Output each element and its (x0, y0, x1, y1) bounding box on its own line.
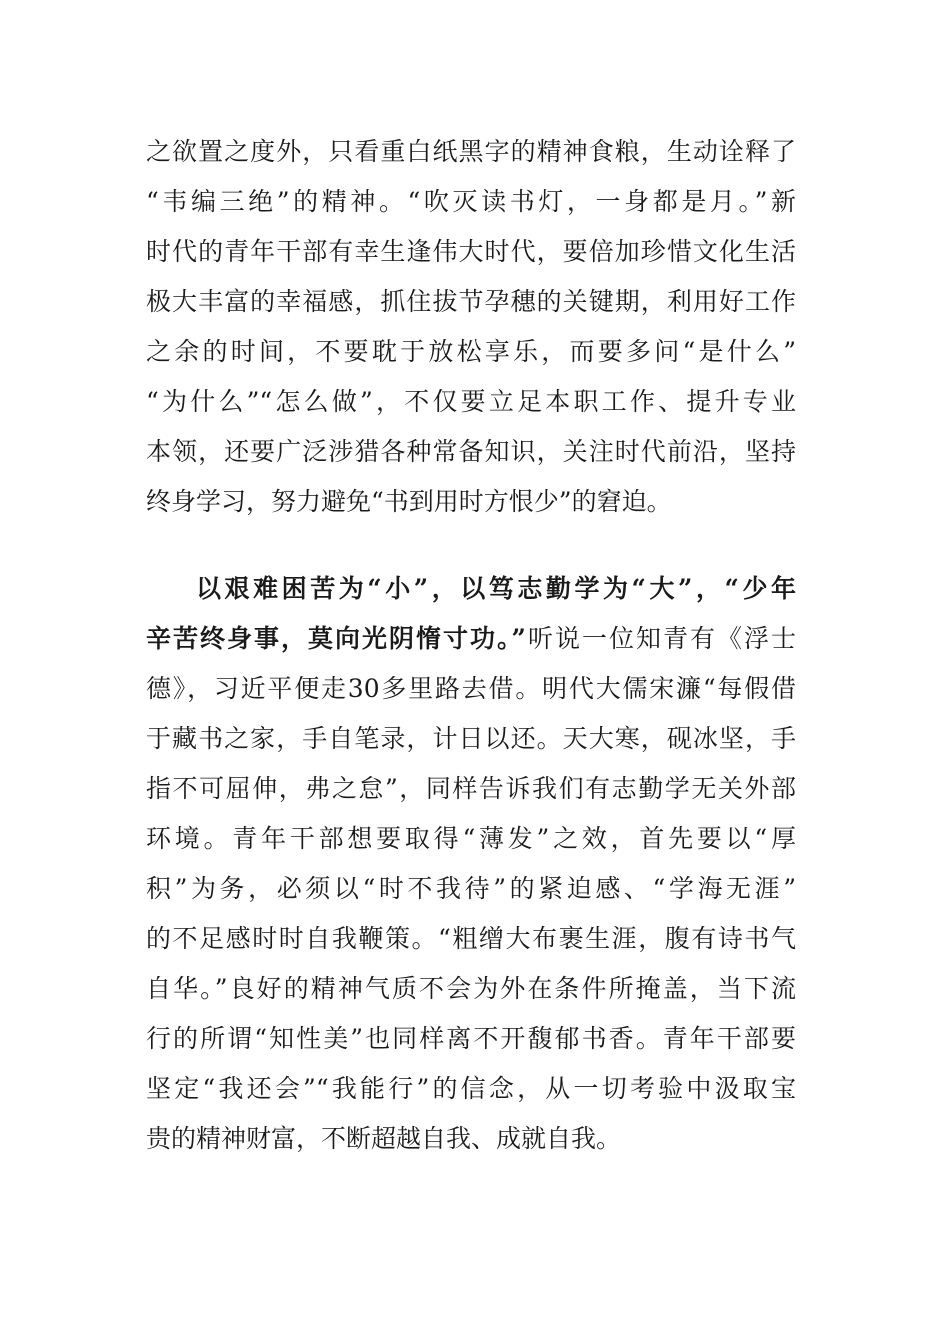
paragraph-line: 于藏书之家，手自笔录，计日以还。天大寒，砚冰坚，手 (146, 724, 796, 753)
paragraph-line: 本领，还要广泛涉猎各种常备知识，关注时代前沿，坚持 (146, 437, 796, 466)
paragraph-line: 指不可屈伸，弗之怠”，同样告诉我们有志勤学无关外部 (146, 774, 796, 803)
paragraph-mixed-line (146, 614, 796, 664)
paragraph-line: 时代的青年干部有幸生逢伟大时代，要倍加珍惜文化生活 (146, 237, 796, 266)
paragraph-line: 的不足感时时自我鞭策。“粗缯大布裹生涯，腹有诗书气 (146, 924, 796, 953)
paragraph-line: 之余的时间，不要耽于放松享乐，而要多问“是什么” (146, 337, 796, 366)
paragraph-line: 极大丰富的幸福感，抓住拔节孕穗的关键期，利用好工作 (146, 287, 796, 316)
paragraph-line: 自华。”良好的精神气质不会为外在条件所掩盖，当下流 (146, 974, 796, 1003)
paragraph-heading-text: 辛苦终身事，莫向光阴惰寸功。” (146, 624, 526, 653)
paragraph-line: 坚定“我还会”“我能行”的信念，从一切考验中汲取宝 (146, 1074, 796, 1103)
paragraph-line: 之欲置之度外，只看重白纸黑字的精神食粮，生动诠释了 (146, 137, 796, 166)
paragraph-1 (146, 127, 796, 527)
paragraph-line: 环境。青年干部想要取得“薄发”之效，首先要以“厚 (146, 824, 796, 853)
paragraph-line: “韦编三绝”的精神。“吹灭读书灯，一身都是月。”新 (146, 187, 796, 216)
paragraph-heading-line: 以艰难困苦为“小”，以笃志勤学为“大”，“少年 (196, 574, 796, 603)
paragraph-line: 德》，习近平便走30多里路去借。明代大儒宋濂“每假借 (146, 674, 796, 703)
paragraph-line: 行的所谓“知性美”也同样离不开馥郁书香。青年干部要 (146, 1024, 796, 1053)
paragraph-line: “为什么”“怎么做”，不仅要立足本职工作、提升专业 (146, 387, 796, 416)
paragraph-body-text: 听说一位知青有《浮士 (525, 624, 796, 653)
paragraph-2 (146, 564, 796, 1164)
paragraph-line: 积”为务，必须以“时不我待”的紧迫感、“学海无涯” (146, 874, 796, 903)
paragraph-line: 贵的精神财富，不断超越自我、成就自我。 (146, 1124, 622, 1153)
paragraph-line: 终身学习，努力避免“书到用时方恨少”的窘迫。 (146, 487, 672, 516)
